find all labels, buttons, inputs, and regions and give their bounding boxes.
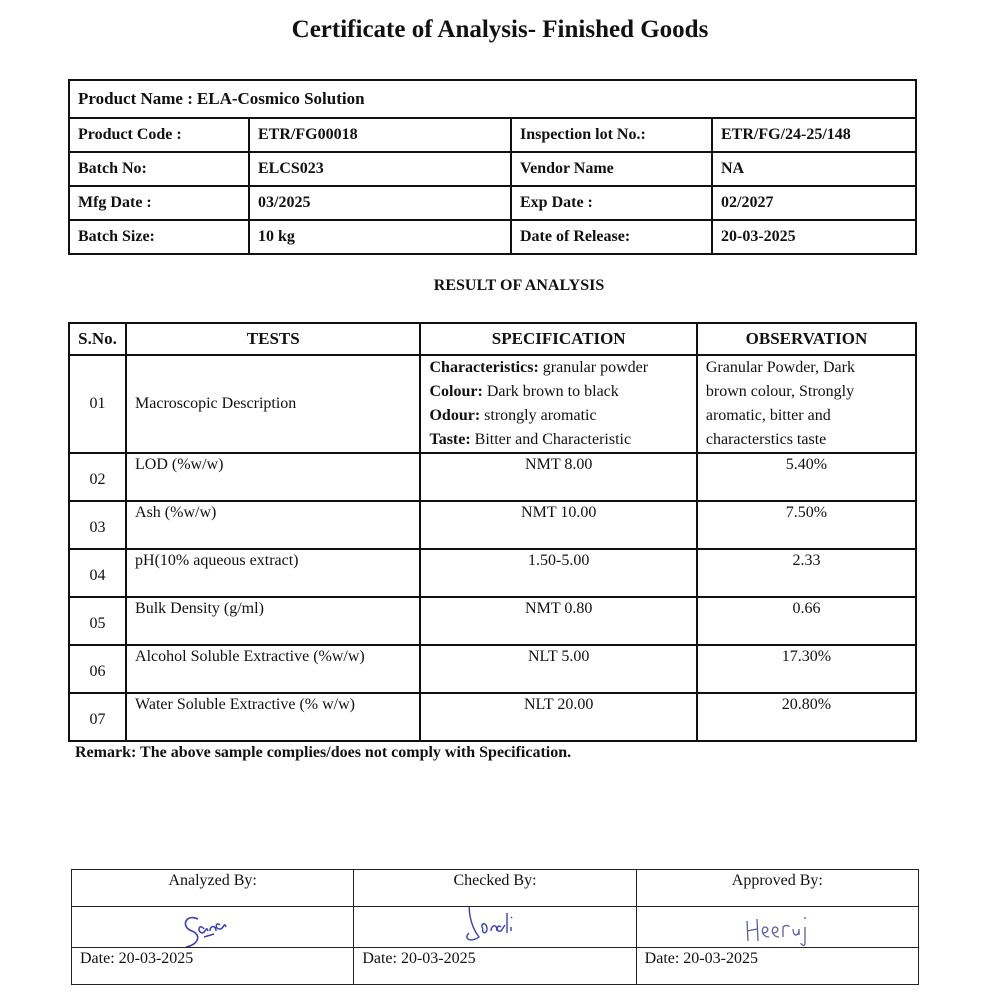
sno-cell: 05 <box>69 597 126 645</box>
inspection-lot-label: Inspection lot No.: <box>511 118 712 152</box>
release-date-label: Date of Release: <box>511 220 712 254</box>
remark-text: Remark: The above sample complies/does not comply with Specification. <box>75 744 572 761</box>
signature-dates-row <box>72 948 919 985</box>
spec-key: Taste: <box>429 431 471 448</box>
test-cell: Macroscopic Description <box>126 355 420 453</box>
test-cell: Bulk Density (g/ml) <box>126 597 420 645</box>
batch-size-value: 10 kg <box>249 220 511 254</box>
signature-sonali-image <box>435 907 555 947</box>
observation-cell <box>697 355 916 453</box>
observation-cell: 0.66 <box>697 597 916 645</box>
test-cell: Alcohol Soluble Extractive (%w/w) <box>126 645 420 693</box>
specification-cell: NLT 5.00 <box>420 645 696 693</box>
observation-line: characterstics taste <box>705 431 827 448</box>
spec-value: granular powder <box>538 359 649 376</box>
test-cell: LOD (%w/w) <box>126 453 420 501</box>
info-row <box>69 152 916 186</box>
product-name-row <box>69 80 916 118</box>
analyzed-by-label: Analyzed By: <box>72 870 354 907</box>
specification-cell: NMT 10.00 <box>420 501 696 549</box>
sno-cell: 06 <box>69 645 126 693</box>
table-row <box>69 645 916 693</box>
approved-by-signature <box>636 907 918 948</box>
spec-value: Bitter and Characteristic <box>470 431 632 448</box>
analyzed-by-signature <box>72 907 354 948</box>
product-info-table <box>68 79 917 255</box>
spec-line <box>429 428 687 452</box>
mfg-date-value: 03/2025 <box>249 186 511 220</box>
result-of-analysis-heading: RESULT OF ANALYSIS <box>433 277 605 294</box>
specification-cell: NLT 20.00 <box>420 693 696 741</box>
observation-line: brown colour, Strongly <box>705 383 855 400</box>
product-name-label: Product Name : <box>78 89 193 108</box>
approved-by-label: Approved By: <box>636 870 918 907</box>
spec-key: Odour: <box>429 407 481 424</box>
analyzed-by-date: Date: 20-03-2025 <box>72 948 354 985</box>
product-name-value: ELA-Cosmico Solution <box>196 89 365 108</box>
table-row <box>69 355 916 453</box>
specification-cell: NMT 8.00 <box>420 453 696 501</box>
results-table <box>68 322 917 742</box>
checked-by-date: Date: 20-03-2025 <box>354 948 636 985</box>
column-header-observation: OBSERVATION <box>697 323 916 355</box>
sno-cell: 04 <box>69 549 126 597</box>
mfg-date-label: Mfg Date : <box>69 186 249 220</box>
vendor-name-label: Vendor Name <box>511 152 712 186</box>
checked-by-signature <box>354 907 636 948</box>
sno-cell: 07 <box>69 693 126 741</box>
approved-by-date: Date: 20-03-2025 <box>636 948 918 985</box>
sno-cell: 02 <box>69 453 126 501</box>
sno-cell: 01 <box>69 355 126 453</box>
vendor-name-value: NA <box>712 152 916 186</box>
observation-cell: 17.30% <box>697 645 916 693</box>
signatures-row <box>72 907 919 948</box>
column-header-sno: S.No. <box>69 323 126 355</box>
table-row <box>69 549 916 597</box>
document-title: Certificate of Analysis- Finished Goods <box>291 16 709 43</box>
observation-cell: 2.33 <box>697 549 916 597</box>
sno-cell: 03 <box>69 501 126 549</box>
spec-key: Colour: <box>429 383 483 400</box>
product-name-cell <box>69 80 916 118</box>
table-row <box>69 501 916 549</box>
product-code-label: Product Code : <box>69 118 249 152</box>
specification-cell <box>420 355 696 453</box>
product-code-value: ETR/FG00018 <box>249 118 511 152</box>
table-row <box>69 597 916 645</box>
info-row <box>69 118 916 152</box>
results-header-row <box>69 323 916 355</box>
spec-value: strongly aromatic <box>480 407 597 424</box>
specification-cell: NMT 0.80 <box>420 597 696 645</box>
observation-line: aromatic, bitter and <box>705 407 831 424</box>
spec-line <box>429 404 687 428</box>
batch-size-label: Batch Size: <box>69 220 249 254</box>
batch-no-value: ELCS023 <box>249 152 511 186</box>
checked-by-label: Checked By: <box>354 870 636 907</box>
column-header-tests: TESTS <box>126 323 420 355</box>
table-row <box>69 453 916 501</box>
specification-cell: 1.50-5.00 <box>420 549 696 597</box>
observation-cell: 20.80% <box>697 693 916 741</box>
signature-sana-image <box>168 907 258 947</box>
inspection-lot-value: ETR/FG/24-25/148 <box>712 118 916 152</box>
batch-no-label: Batch No: <box>69 152 249 186</box>
signature-table <box>71 869 919 985</box>
info-row <box>69 220 916 254</box>
observation-cell: 7.50% <box>697 501 916 549</box>
exp-date-label: Exp Date : <box>511 186 712 220</box>
table-row <box>69 693 916 741</box>
signature-neeraj-image <box>717 907 837 947</box>
column-header-specification: SPECIFICATION <box>420 323 696 355</box>
exp-date-value: 02/2027 <box>712 186 916 220</box>
spec-value: Dark brown to black <box>482 383 619 400</box>
spec-line <box>429 356 687 380</box>
info-row <box>69 186 916 220</box>
spec-line <box>429 380 687 404</box>
test-cell: pH(10% aqueous extract) <box>126 549 420 597</box>
observation-cell: 5.40% <box>697 453 916 501</box>
release-date-value: 20-03-2025 <box>712 220 916 254</box>
test-cell: Ash (%w/w) <box>126 501 420 549</box>
signature-roles-row <box>72 870 919 907</box>
test-cell: Water Soluble Extractive (% w/w) <box>126 693 420 741</box>
observation-line: Granular Powder, Dark <box>705 359 855 376</box>
spec-key: Characteristics: <box>429 359 539 376</box>
